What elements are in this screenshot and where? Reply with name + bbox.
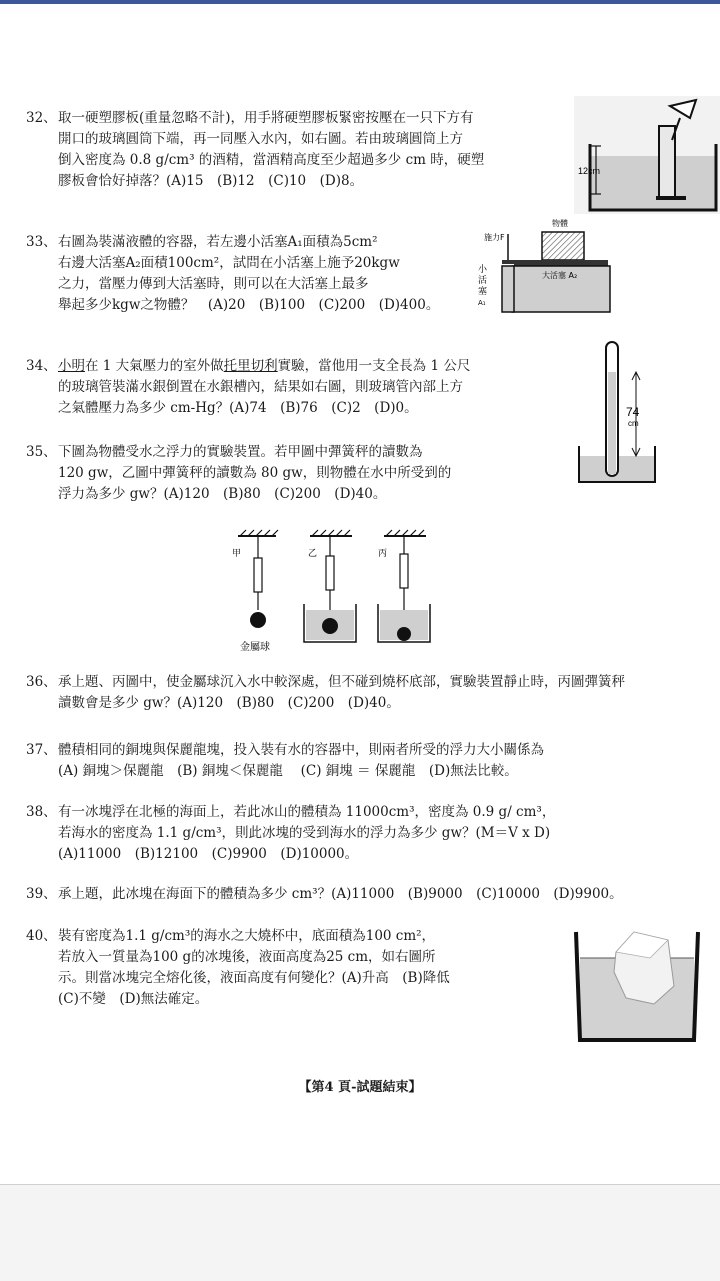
question-line: 若放入一質量為100 g的冰塊後，液面高度為25 cm，如右圖所: [58, 949, 436, 965]
question-line: 舉起多少kgw之物體？ (A)20 (B)100 (C)200 (D)400。: [58, 297, 440, 313]
question-37: [26, 740, 544, 782]
label-small-piston: 塞: [478, 287, 488, 297]
question-number: 34、: [26, 358, 57, 374]
exam-page: [0, 4, 720, 1184]
question-number: 38、: [26, 804, 57, 820]
label-c: 丙: [378, 549, 388, 559]
question-40: [26, 926, 450, 1010]
question-line: 倒入密度為 0.8 g/cm³ 的酒精，當酒精高度至少超過多少 cm 時，硬塑: [58, 152, 485, 168]
question-number: 40、: [26, 928, 57, 944]
question-line: 取一硬塑膠板(重量忽略不計)，用手將硬塑膠板緊密按壓在一只下方有: [58, 110, 474, 126]
label-small-piston: 活: [478, 276, 488, 286]
question-line: 若海水的密度為 1.1 g/cm³，則此冰塊的受到海水的浮力為多少 gw？(M＝V x D): [58, 825, 551, 841]
question-35: [26, 442, 451, 505]
question-line: (A)11000 (B)12100 (C)9900 (D)10000。: [58, 846, 359, 862]
label-small-piston: 小: [478, 265, 488, 275]
figure-spring-scales: [228, 526, 448, 654]
label-force: 施力F: [484, 233, 505, 242]
question-number: 33、: [26, 234, 57, 250]
figure-ice-in-beaker: [570, 928, 704, 1046]
question-number: 36、: [26, 674, 57, 690]
label-small-piston: A₁: [478, 299, 486, 307]
question-39: [26, 884, 623, 905]
question-line: 膠板會恰好掉落？(A)15 (B)12 (C)10 (D)8。: [58, 173, 364, 189]
question-38: [26, 802, 555, 865]
question-line: 在 1 大氣壓力的室外做: [85, 358, 224, 374]
question-number: 32、: [26, 110, 57, 126]
figure-hydraulic-press: [472, 216, 612, 320]
question-number: 39、: [26, 886, 57, 902]
question-36: [26, 672, 625, 714]
question-line: 讀數會是多少 gw？(A)120 (B)80 (C)200 (D)40。: [58, 695, 400, 711]
page-footer: 【第4 頁-試題結束】: [298, 1080, 422, 1095]
question-line: 承上題、丙圖中，使金屬球沉入水中較深處，但不碰到燒杯底部，實驗裝置靜止時，丙圖彈簧秤: [58, 674, 625, 690]
question-line: 有一冰塊浮在北極的海面上，若此冰山的體積為 11000cm³，密度為 0.9 g/ cm³，: [58, 804, 556, 820]
question-line: 開口的玻璃圓筒下端，再一同壓入水內，如右圖。若由玻璃圓筒上方: [58, 131, 463, 147]
label-cm: cm: [628, 419, 639, 428]
question-line: 之力，當壓力傳到大活塞時，則可以在大活塞上最多: [58, 276, 369, 292]
question-line: (C)不變 (D)無法確定。: [58, 991, 209, 1007]
question-line: 實驗，當他用一支全長為 1 公尺: [277, 358, 471, 374]
label-large-piston: 大活塞 A₂: [542, 271, 578, 280]
label-a: 甲: [232, 549, 242, 559]
question-number: 37、: [26, 742, 57, 758]
figure-torricelli-tube: [576, 338, 660, 486]
question-line: 之氣體壓力為多少 cm-Hg？(A)74 (B)76 (C)2 (D)0。: [58, 400, 418, 416]
question-line: 下圖為物體受水之浮力的實驗裝置。若甲圖中彈簧秤的讀數為: [58, 444, 423, 460]
question-line: 體積相同的銅塊與保麗龍塊，投入裝有水的容器中，則兩者所受的浮力大小關係為: [58, 742, 544, 758]
question-line: 120 gw，乙圖中彈簧秤的讀數為 80 gw，則物體在水中所受到的: [58, 465, 452, 481]
figure-cylinder-in-water: [574, 96, 720, 214]
label-b: 乙: [308, 549, 318, 559]
question-32: [26, 108, 484, 192]
question-line: 右邊大活塞A₂面積100cm²，試問在小活塞上施予20kgw: [58, 255, 400, 271]
experiment-name: 托里切利: [223, 358, 278, 374]
question-line: 裝有密度為1.1 g/cm³的海水之大燒杯中，底面積為100 cm²，: [58, 928, 436, 944]
question-number: 35、: [26, 444, 57, 460]
question-33: [26, 232, 439, 316]
label-74: 74: [626, 405, 640, 419]
question-line: 示。則當冰塊完全熔化後，液面高度有何變化？(A)升高 (B)降低: [58, 970, 450, 986]
question-line: 浮力為多少 gw？(A)120 (B)80 (C)200 (D)40。: [58, 486, 387, 502]
viewer-background: [0, 1184, 720, 1281]
question-line: (A) 銅塊＞保麗龍 (B) 銅塊＜保麗龍 (C) 銅塊 ＝ 保麗龍 (D)無法比較。: [58, 763, 518, 779]
question-line: 的玻璃管裝滿水銀倒置在水銀槽內，結果如右圖，則玻璃管內部上方: [58, 379, 463, 395]
label-metal-ball: 金屬球: [240, 642, 270, 653]
label-object: 物體: [552, 219, 568, 228]
figure-label-12cm: 12cm: [578, 166, 601, 176]
person-name: 小明: [58, 358, 85, 374]
question-line: 承上題，此冰塊在海面下的體積為多少 cm³？(A)11000 (B)9000 (C)10000 (D)9900。: [58, 886, 623, 902]
question-34: [26, 356, 470, 419]
question-line: 右圖為裝滿液體的容器，若左邊小活塞A₁面積為5cm²: [58, 234, 378, 250]
